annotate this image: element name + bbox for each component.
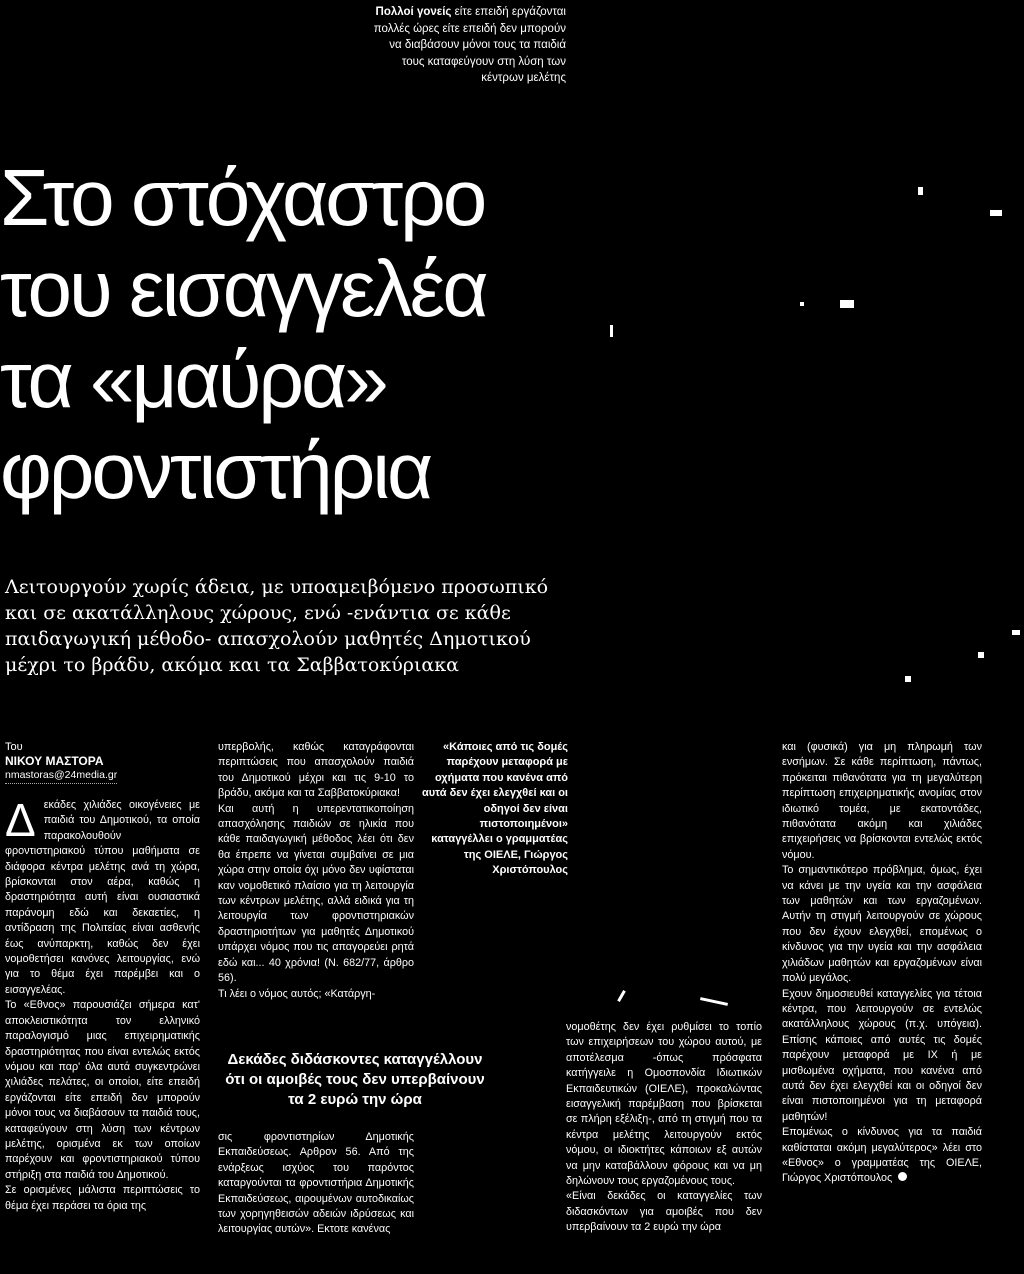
article-column-1	[5, 740, 200, 1214]
byline-prefix: Του	[5, 741, 23, 753]
paragraph-11: Το σημαντικότερο πρόβλημα, όμως, έχει να κάνει με την υγεία και την ασφάλεια των μαθητών και των εργαζομένων. Αυτήν τη στιγμή λειτουργούν σε χώρους που δεν έχουν ελεγχθεί, επομένως ο κίνδυνος για την υγεία και την ασφάλεια χιλιάδων μαθητών και εργαζομένων είναι πολύ μεγάλος.	[782, 864, 982, 985]
drop-cap: Δ	[5, 794, 36, 846]
paragraph-9: «Είναι δεκάδες οι καταγγελίες των διδασκόντων για αμοιβές που δεν υπερβαίνουν τα 2 ευρώ την ώρα	[566, 1190, 762, 1234]
paragraph-6: Τι λέει ο νόμος αυτός; «Κατάργη-	[218, 987, 376, 1000]
headline-line-3: τα «μαύρα»	[0, 335, 386, 424]
article-column-2	[218, 740, 414, 1002]
article-column-4	[782, 740, 982, 1187]
paragraph-5: Και αυτή η υπερεντατικοποίηση απασχόλησης παιδιών σε ηλικία που κάθε παιδαγωγική μέθοδος λέει ότι δεν θα έπρεπε να γίνεται συμβαίνει σε μια χώρα στην οποία όχι μόνο δεν υφίσταται καν νομοθετικό πλαίσιο για τη λειτουργία των κέντρων μελέτης, αλλά ειδικά για τη λειτουργία των φροντιστηριακών δραστηριοτήτων για μαθητές Δημοτικού υπάρχει νόμος που τις απαγορεύει ρητά εδώ και... 40 χρόνια! (Ν. 682/77, άρθρο 56).	[218, 802, 414, 985]
paragraph-1-text: εκάδες χιλιάδες οικογένειες με παιδιά του Δημοτικού, τα οποία παρακολουθούν φροντιστηριακού τύπου μαθήματα σε διάφορα κέντρα μελέτης ανά τη χώρα, βρίσκονται στον αέρα, καθώς η δραστηριότητα αυτή είναι ουσιαστικά παράνομη εδώ και δεκαετίες, η αντίδραση της Πολιτείας είναι ασθενής έως ανύπαρκτη, καθώς δεν έχει νομοθετήσει κανόνες λειτουργίας, ενώ για το θέμα έχει παρέμβει και ο εισαγγελέας.	[5, 799, 200, 996]
caption-bold: Πολλοί γονείς	[375, 6, 452, 18]
headline-line-4: φροντιστήρια	[0, 426, 431, 515]
photo-speck	[905, 676, 911, 682]
article-column-2-lower	[218, 1130, 414, 1238]
pull-quote: «Κάποιες από τις δομές παρέχουν μεταφορά με οχήματα που κανένα από αυτά δεν έχει ελεγχθεί και οι οδηγοί δεν είναι πιστοποιημένοι» καταγγέλλει ο γραμματέας της ΟΙΕΛΕ, Γιώργος Χριστόπουλος	[422, 741, 568, 877]
author-name: ΝΙΚΟΥ ΜΑΣΤΟΡΑ	[5, 754, 104, 768]
paragraph-13	[782, 1125, 982, 1187]
subheading: Δεκάδες διδάσκοντες καταγγέλλουν ότι οι αμοιβές τους δεν υπερβαίνουν τα 2 ευρώ την ώρα	[225, 1051, 485, 1108]
author-email[interactable]: nmastoras@24media.gr	[5, 769, 117, 784]
lead-paragraph: Λειτουργούν χωρίς άδεια, με υποαμειβόμενο προσωπικό και σε ακατάλληλους χώρους, ενώ -ενάντια σε κάθε παιδαγωγική μέθοδο- απασχολούν μαθητές Δημοτικού μέχρι το βράδυ, ακόμα και τα Σαββατοκύριακα	[5, 576, 549, 676]
headline	[0, 152, 560, 516]
paragraph-3: Σε ορισμένες μάλιστα περιπτώσεις το θέμα έχει περάσει τα όρια της	[5, 1184, 200, 1212]
paragraph-4: υπερβολής, καθώς καταγράφονται περιπτώσεις που απασχολούν παιδιά του Δημοτικού μέχρι και τις 9-10 το βράδυ, ακόμα και τα Σαββατοκύριακα!	[218, 741, 414, 800]
photo-speck	[990, 210, 1002, 216]
photo-speck	[800, 302, 804, 306]
headline-line-2: του εισαγγελέα	[0, 244, 486, 333]
photo-speck	[1012, 630, 1020, 635]
paragraph-8: νομοθέτης δεν έχει ρυθμίσει το τοπίο των επιχειρήσεων του χώρου αυτού, με αποτέλεσμα -όπως πρόσφατα κατήγγειλε η Ομοσπονδία Ιδιωτικών Εκπαιδευτικών (ΟΙΕΛΕ), προκαλώντας εισαγγελική παρέμβαση που βρίσκεται σε πλήρη εξέλιξη-, από τη στιγμή που τα κέντρα μελέτης λειτουργούν εκτός νόμου, οι ιδιοκτήτες κάποιων εξ αυτών να μην καταβάλλουν φόρους και να μη δηλώνουν τους εργαζομένους τους.	[566, 1021, 762, 1188]
byline	[5, 740, 200, 782]
photo-caption	[366, 4, 566, 87]
article-column-3	[566, 1020, 762, 1236]
photo-speck	[840, 300, 854, 308]
paragraph-7: σις φροντιστηρίων Δημοτικής Εκπαιδεύσεως. Αρθρον 56. Από της ενάρξεως ισχύος του παρόντος καταργούνται τα φροντιστήρια Δημοτικής Εκπαιδεύσεως, αιρουμένων αυτοδικαίως των χορηγηθεισών αδειών ιδρύσεως και λειτουργίας αυτών». Εκτοτε κανένας	[218, 1131, 414, 1236]
paragraph-10: και (φυσικά) για μη πληρωμή των ενσήμων. Σε κάθε περίπτωση, πάντως, πρόκειται πιθανότατα για τη μεγαλύτερη περίπτωση επιχειρηματικής ανομίας στον ιδιωτικό τομέα, με εκατοντάδες, πιθανότατα ακόμη και χιλιάδες επιχειρήσεις να βρίσκονται εντελώς εκτός νόμου.	[782, 741, 982, 861]
photo-speck	[610, 325, 613, 337]
photo-speck	[700, 997, 728, 1006]
paragraph-1	[5, 794, 200, 998]
headline-line-1: Στο στόχαστρο	[0, 153, 485, 242]
photo-speck	[617, 990, 626, 1002]
paragraph-13-text: Επομένως ο κίνδυνος για τα παιδιά καθίσταται ακόμη μεγαλύτερος» λέει στο «Εθνος» ο γραμματέας της ΟΙΕΛΕ, Γιώργος Χριστόπουλος	[782, 1126, 982, 1185]
end-mark-icon	[898, 1172, 907, 1181]
photo-speck	[918, 187, 923, 195]
caption-text: είτε επειδή εργάζονται πολλές ώρες είτε επειδή δεν μπορούν να διαβάσουν μόνοι τους τα παιδιά τους καταφεύγουν στη λύση των κέντρων μελέτης	[373, 6, 566, 84]
paragraph-2: Το «Εθνος» παρουσιάζει σήμερα κατ' αποκλειστικότητα τον ελληνικό παραλογισμό μιας επιχειρηματικής δραστηριότητας που είναι εντελώς εκτός νόμου και παρ' όλα αυτά συγκεντρώνει χιλιάδες πελάτες, οι οποίοι, είτε επειδή εργάζονται είτε επειδή δεν μπορούν μόνοι τους να διαβάσουν τα παιδιά τους, καταφεύγουν στη λύση των κέντρων μελέτης, ορισμένα εκ των οποίων παρέχουν και φροντιστηριακού τύπου στήριξη στα παιδιά του Δημοτικού.	[5, 999, 200, 1181]
photo-speck	[978, 652, 984, 658]
paragraph-12: Εχουν δημοσιευθεί καταγγελίες για τέτοια κέντρα, που λειτουργούν σε εντελώς ακατάλληλους χώρους (π.χ. υπόγεια). Επίσης κάποιες από αυτές τις δομές παρέχουν μεταφορά με ΙΧ ή με μισθωμένα οχήματα, που κανένα από αυτά δεν έχει ελεγχθεί και οι οδηγοί δεν είναι πιστοποιημένοι για τη μεταφορά μαθητών!	[782, 987, 982, 1123]
